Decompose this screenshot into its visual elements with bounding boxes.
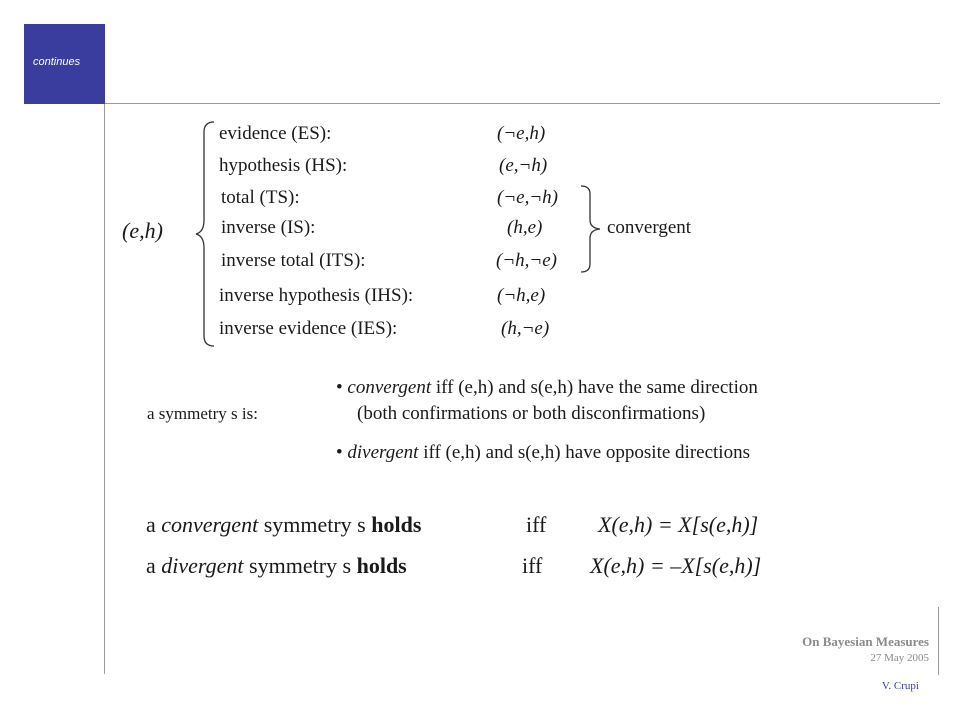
footer-rule bbox=[938, 607, 939, 675]
rule-convergent-iff: iff bbox=[526, 512, 547, 537]
bullet-dot: • bbox=[336, 442, 348, 463]
bullet-convergent-term: convergent bbox=[347, 377, 432, 398]
bullet-dot: • bbox=[336, 377, 348, 398]
case-pair-its: (¬h,¬e) bbox=[496, 250, 557, 271]
rule-convergent bbox=[146, 512, 421, 538]
rule-prefix: a bbox=[146, 553, 162, 578]
case-pair-ihs: (¬h,e) bbox=[497, 285, 546, 306]
rule-holds: holds bbox=[356, 553, 407, 578]
rule-divergent bbox=[146, 553, 407, 579]
header-rule bbox=[105, 103, 940, 104]
rule-term: convergent bbox=[161, 512, 259, 537]
rule-holds: holds bbox=[371, 512, 422, 537]
footer-title: On Bayesian Measures bbox=[802, 634, 929, 649]
rule-divergent-formula: X(e,h) = –X[s(e,h)] bbox=[590, 553, 762, 578]
case-label-ts: total (TS): bbox=[221, 187, 300, 208]
bullet-convergent-continuation: (both confirmations or both disconfirmations) bbox=[357, 403, 706, 424]
case-pair-es: (¬e,h) bbox=[497, 123, 546, 144]
case-label-ihs: inverse hypothesis (IHS): bbox=[219, 285, 414, 306]
right-brace bbox=[578, 184, 604, 274]
definition-lead: a symmetry s is: bbox=[147, 404, 258, 423]
rule-term: divergent bbox=[161, 553, 244, 578]
source-pair: (e,h) bbox=[122, 218, 163, 243]
convergent-label: convergent bbox=[607, 217, 692, 238]
bullet-divergent-term: divergent bbox=[347, 442, 419, 463]
rule-divergent-iff: iff bbox=[522, 553, 543, 578]
section-tag-label: continues bbox=[33, 56, 81, 68]
case-label-ies: inverse evidence (IES): bbox=[219, 318, 398, 339]
case-pair-is: (h,e) bbox=[507, 217, 543, 238]
case-label-its: inverse total (ITS): bbox=[221, 250, 366, 271]
left-rule bbox=[104, 104, 105, 674]
case-label-hs: hypothesis (HS): bbox=[219, 155, 348, 176]
case-pair-ies: (h,¬e) bbox=[501, 318, 550, 339]
rule-mid: symmetry s bbox=[243, 553, 357, 578]
rule-convergent-formula: X(e,h) = X[s(e,h)] bbox=[598, 512, 759, 537]
case-label-is: inverse (IS): bbox=[221, 217, 316, 238]
case-pair-hs: (e,¬h) bbox=[499, 155, 548, 176]
case-pair-ts: (¬e,¬h) bbox=[497, 187, 558, 208]
bullet-divergent-text: iff (e,h) and s(e,h) have opposite directions bbox=[418, 442, 750, 463]
footer-author: V. Crupi bbox=[881, 680, 919, 692]
footer-date: 27 May 2005 bbox=[870, 652, 929, 664]
rule-mid: symmetry s bbox=[258, 512, 372, 537]
case-label-es: evidence (ES): bbox=[219, 123, 332, 144]
bullet-divergent bbox=[336, 442, 750, 464]
bullet-convergent bbox=[336, 377, 758, 399]
rule-prefix: a bbox=[146, 512, 162, 537]
left-brace bbox=[194, 120, 218, 348]
section-tag bbox=[24, 24, 105, 104]
bullet-convergent-text: iff (e,h) and s(e,h) have the same direction bbox=[431, 377, 758, 398]
